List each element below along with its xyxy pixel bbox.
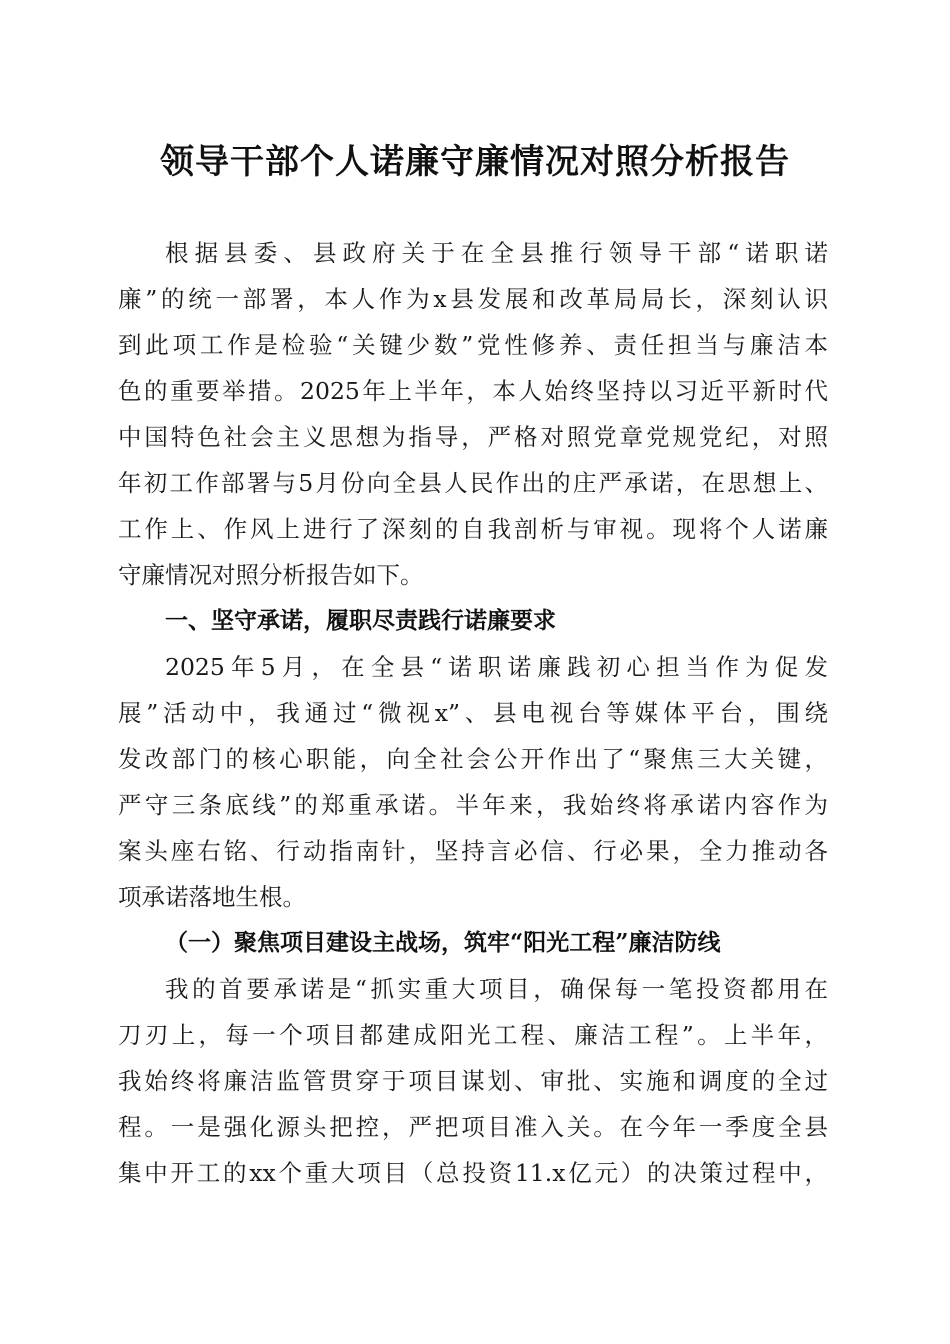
subsection-line: 我始终将廉洁监管贯穿于项目谋划、审批、实施和调度的全过 <box>118 1067 828 1095</box>
subsection-line: 集中开工的xx个重大项目（总投资11.x亿元）的决策过程中， <box>118 1159 828 1187</box>
subsection-line: 刀刃上，每一个项目都建成阳光工程、廉洁工程”。上半年， <box>118 1021 828 1049</box>
intro-line: 年初工作部署与5月份向全县人民作出的庄严承诺，在思想上、 <box>118 469 828 497</box>
intro-line: 守廉情况对照分析报告如下。 <box>118 561 424 589</box>
section-line: 严守三条底线”的郑重承诺。半年来，我始终将承诺内容作为 <box>118 791 828 819</box>
intro-line: 中国特色社会主义思想为指导，严格对照党章党规党纪，对照 <box>118 423 828 451</box>
intro-line: 工作上、作风上进行了深刻的自我剖析与审视。现将个人诺廉 <box>118 515 828 543</box>
subsection-line: 我的首要承诺是“抓实重大项目，确保每一笔投资都用在 <box>165 975 828 1003</box>
section-line: 展”活动中，我通过“微视x”、县电视台等媒体平台，围绕 <box>118 699 828 727</box>
intro-line: 到此项工作是检验“关键少数”党性修养、责任担当与廉洁本 <box>118 331 828 359</box>
section-line: 发改部门的核心职能，向全社会公开作出了“聚焦三大关键， <box>118 745 828 773</box>
section-heading: 一、坚守承诺，履职尽责践行诺廉要求 <box>165 608 556 634</box>
intro-line: 廉”的统一部署，本人作为x县发展和改革局局长，深刻认识 <box>118 285 828 313</box>
intro-line: 根据县委、县政府关于在全县推行领导干部“诺职诺 <box>165 239 828 267</box>
document-title: 领导干部个人诺廉守廉情况对照分析报告 <box>160 142 790 182</box>
intro-line: 色的重要举措。2025年上半年，本人始终坚持以习近平新时代 <box>118 377 828 405</box>
subsection-line: 程。一是强化源头把控，严把项目准入关。在今年一季度全县 <box>118 1113 828 1141</box>
section-line: 2025年5月，在全县“诺职诺廉践初心担当作为促发 <box>165 653 828 681</box>
section-line: 项承诺落地生根。 <box>118 883 306 911</box>
subsection-heading: （一）聚焦项目建设主战场，筑牢“阳光工程”廉洁防线 <box>165 929 721 956</box>
section-line: 案头座右铭、行动指南针，坚持言必信、行必果，全力推动各 <box>118 837 828 865</box>
